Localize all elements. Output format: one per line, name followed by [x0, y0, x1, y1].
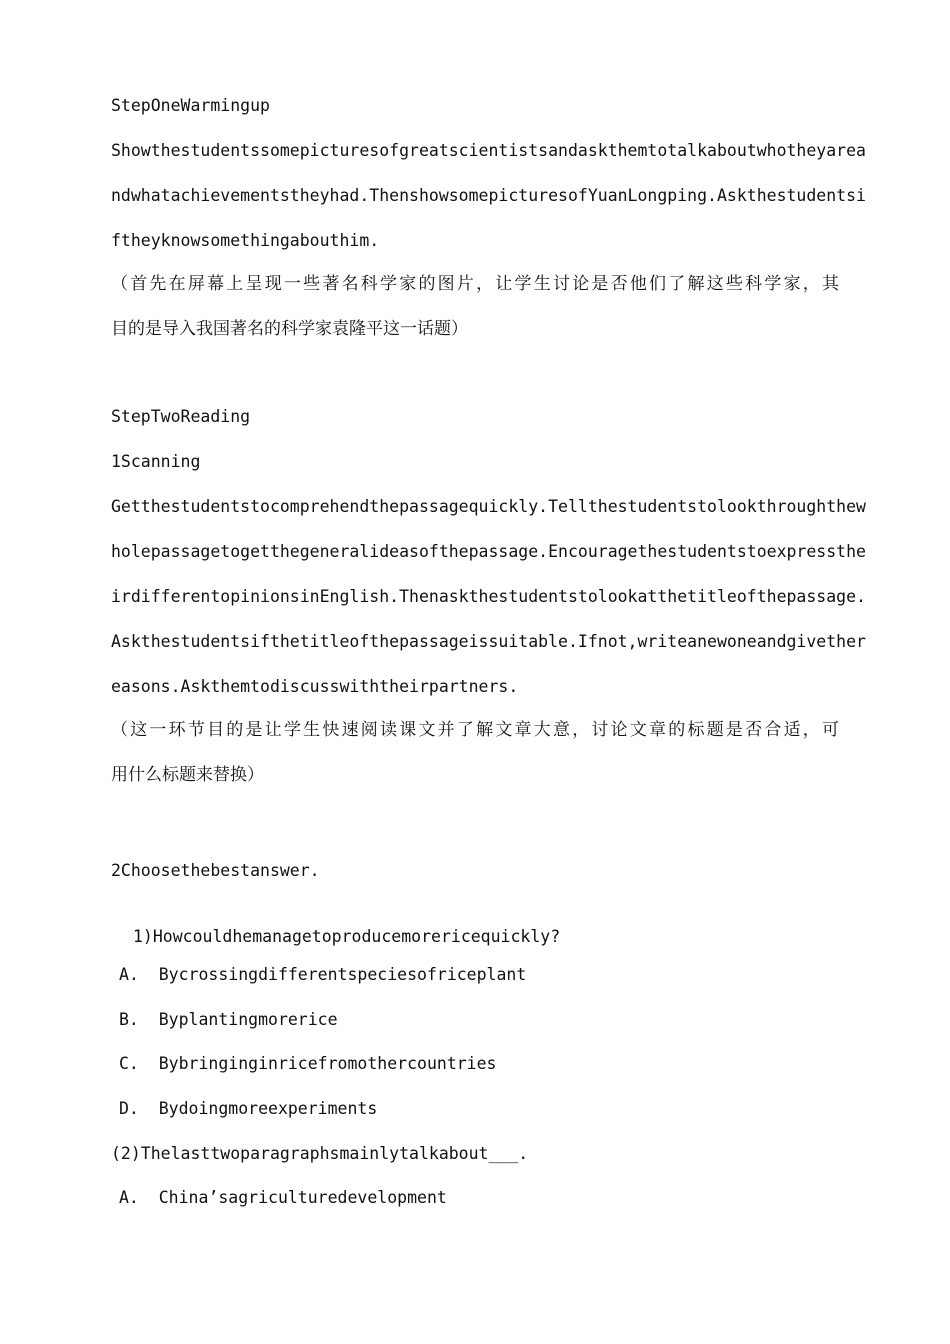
choose-answer-subheading: 2Choosethebestanswer. [111, 861, 320, 880]
step-one-heading: StepOneWarmingup [111, 96, 270, 115]
paragraph-line: ftheyknowsomethingabouthim. [111, 231, 380, 250]
question-2: (2)Thelasttwoparagraphsmainlytalkabout___. [111, 1144, 529, 1163]
option-d: D. Bydoingmoreexperiments [119, 1099, 378, 1118]
question-1: 1)Howcouldhemanagetoproducemorericequickly? [133, 927, 561, 946]
paragraph-line: easons.Askthemtodiscusswiththeirpartners. [111, 677, 519, 696]
option-a: A. Bycrossingdifferentspeciesofriceplant [119, 965, 527, 984]
paragraph-line: Showthestudentssomepicturesofgreatscientistsandaskthemtotalkaboutwhotheyarea [111, 141, 866, 160]
scanning-subheading: 1Scanning [111, 452, 201, 471]
paragraph-line: ndwhatachievementstheyhad.ThenshowsomepicturesofYuanLongping.Askthestudentsi [111, 186, 866, 205]
option-a: A. China’sagriculturedevelopment [119, 1188, 447, 1207]
paragraph-line: Getthestudentstocomprehendthepassagequickly.Tellthestudentstolookthroughthew [111, 497, 866, 516]
option-c: C. Bybringinginricefromothercountries [119, 1054, 497, 1073]
chinese-note-line: （首先在屏幕上呈现一些著名科学家的图片，让学生讨论是否他们了解这些科学家，其 [111, 274, 839, 294]
step-two-heading: StepTwoReading [111, 407, 251, 426]
paragraph-line: irdifferentopinionsinEnglish.Thenaskthestudentstolookatthetitleofthepassage. [111, 587, 866, 606]
chinese-note-line: 用什么标题来替换） [111, 765, 264, 785]
chinese-note-line: （这一环节目的是让学生快速阅读课文并了解文章大意，讨论文章的标题是否合适，可 [111, 720, 839, 740]
option-b: B. Byplantingmorerice [119, 1010, 338, 1029]
paragraph-line: Askthestudentsifthetitleofthepassageissuitable.Ifnot,writeanewoneandgivether [111, 632, 866, 651]
paragraph-line: holepassagetogetthegeneralideasofthepassage.Encouragethestudentstoexpressthe [111, 542, 866, 561]
chinese-note-line: 目的是导入我国著名的科学家袁隆平这一话题） [111, 319, 468, 339]
